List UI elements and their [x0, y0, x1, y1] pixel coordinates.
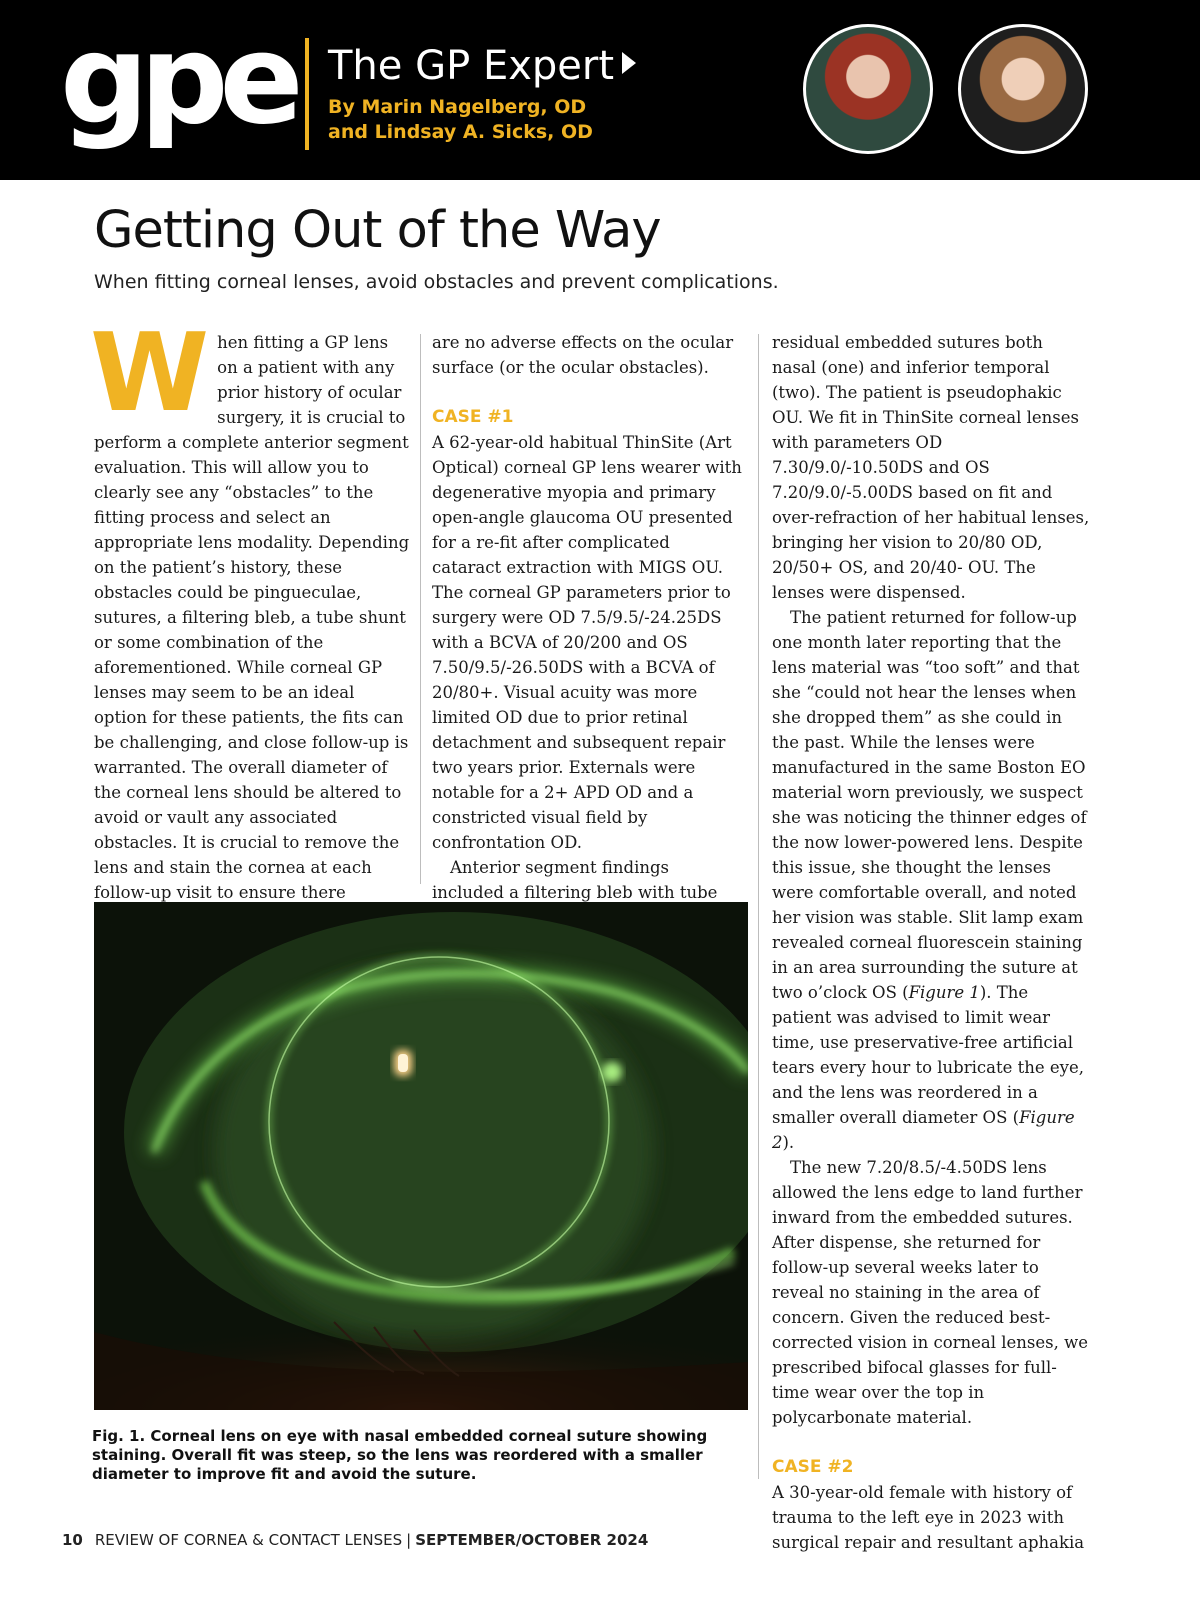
article-column-2	[432, 330, 742, 955]
paragraph-text: The patient returned for follow-up one month later reporting that the lens material was “too soft” and that she “could not hear the lenses when she dropped them” as she could in the past. While the lenses were manufactured in the same Boston EO material worn previously, we suspect she was noticing the thinner edges of the now lower-powered lens. Despite this issue, she thought the lenses were comfortable overall, and noted her vision was stable. Slit lamp exam revealed corneal fluorescein staining in an area surrounding the suture at two o’clock OS (	[772, 608, 1087, 1002]
eye-lens-photo	[94, 902, 748, 1410]
article-title: Getting Out of the Way	[94, 201, 661, 260]
body-paragraph: residual embedded sutures both nasal (one) and inferior temporal (two). The patient is pseudophakic OU. We fit in ThinSite corneal lenses with parameters OD 7.30/9.0/-10.50DS and OS 7.20/9.0/-5.00DS based on fit and over-refraction of her habitual lenses, bringing her vision to 20/80 OD, 20/50+ OS, and 20/40- OU. The lenses were dispensed.	[772, 333, 1090, 602]
header-banner	[0, 0, 1200, 180]
publication-name: REVIEW OF CORNEA & CONTACT LENSES	[94, 1531, 403, 1549]
body-paragraph: are no adverse effects on the ocular surface (or the ocular obstacles).	[432, 333, 734, 377]
body-paragraph: A 62-year-old habitual ThinSite (Art Optical) corneal GP lens wearer with degenerative myopia and primary open-angle glaucoma OU presented for a re-fit after complicated cataract extraction with MIGS OU. The corneal GP parameters prior to surgery were OD 7.5/9.5/-24.25DS with a BCVA of 20/200 and OS 7.50/9.5/-26.50DS with a BCVA of 20/80+. Visual acuity was more limited OD due to prior retinal detachment and subsequent repair two years prior. Externals were notable for a 2+ APD OD and a constricted visual field by confrontation OD.	[432, 433, 742, 852]
author-photo-nagelberg	[803, 24, 933, 154]
header-divider	[305, 38, 309, 150]
eye-photo-illustration	[94, 902, 748, 1410]
author-photo-sicks	[958, 24, 1088, 154]
body-paragraph	[772, 605, 1092, 1155]
column-divider	[420, 334, 421, 884]
byline-author-2: and Lindsay A. Sicks, OD	[328, 121, 593, 143]
paragraph-text: ). The patient was advised to limit wear time, use preservative-free artificial tears every hour to lubricate the eye, and the lens was reordered in a smaller overall diameter OS (	[772, 983, 1084, 1127]
column-name-text: The GP Expert	[328, 43, 615, 89]
body-paragraph	[90, 311, 410, 905]
paragraph-text: hen fitting a GP lens on a patient with any prior history of ocular surgery, it is crucial to perform a complete anterior segment evaluation. This will allow you to clearly see any “obstacles” to the fitting process and select an appropriate lens modality. Depending on the patient’s history, these obstacles could be pingueculae, sutures, a filtering bleb, a tube shunt or some combination of the aforementioned. While corneal GP lenses may seem to be an ideal option for these patients, the fits can be challenging, and close follow-up is warranted. The overall diameter of the corneal lens should be altered to avoid or vault any associated obstacles. It is crucial to remove the lens and stain the cornea at each follow-up visit to ensure there	[94, 333, 410, 902]
play-arrow-icon	[622, 52, 636, 74]
drop-cap: W	[90, 311, 210, 436]
case-1-heading: CASE #1	[432, 407, 514, 427]
figure-1-reference: Figure 1	[908, 983, 980, 1002]
footer-separator: |	[406, 1531, 412, 1549]
page-footer	[62, 1531, 648, 1549]
byline	[328, 95, 593, 145]
gpe-logo: gpe	[60, 8, 295, 152]
body-paragraph: The new 7.20/8.5/-4.50DS lens allowed the lens edge to land further inward from the embedded sutures. After dispense, she returned for follow-up several weeks later to reveal no staining in the area of concern. Given the reduced best-corrected vision in corneal lenses, we prescribed bifocal glasses for full-time wear over the top in polycarbonate material.	[772, 1158, 1089, 1427]
case-2-heading: CASE #2	[772, 1457, 854, 1477]
figure-2-reference: Figure 2	[772, 1108, 1075, 1152]
article-column-3	[772, 330, 1092, 1555]
article-subtitle: When fitting corneal lenses, avoid obstacles and prevent complications.	[94, 271, 779, 293]
body-paragraph: Anterior segment findings included a filtering bleb with tube	[432, 858, 718, 902]
column-name	[328, 43, 636, 89]
paragraph-text: ).	[782, 1133, 795, 1152]
byline-author-1: By Marin Nagelberg, OD	[328, 96, 587, 118]
body-paragraph: A 30-year-old female with history of trauma to the left eye in 2023 with surgical repair and resultant aphakia	[772, 1483, 1085, 1552]
issue-date: SEPTEMBER/OCTOBER 2024	[415, 1531, 649, 1549]
article-column-1	[90, 311, 410, 905]
page-number: 10	[62, 1531, 83, 1549]
figure-caption: Fig. 1. Corneal lens on eye with nasal embedded corneal suture showing staining. Overall fit was steep, so the lens was reordered with a smaller diameter to improve fit and avoid the suture.	[92, 1427, 708, 1483]
column-divider	[758, 334, 759, 1479]
